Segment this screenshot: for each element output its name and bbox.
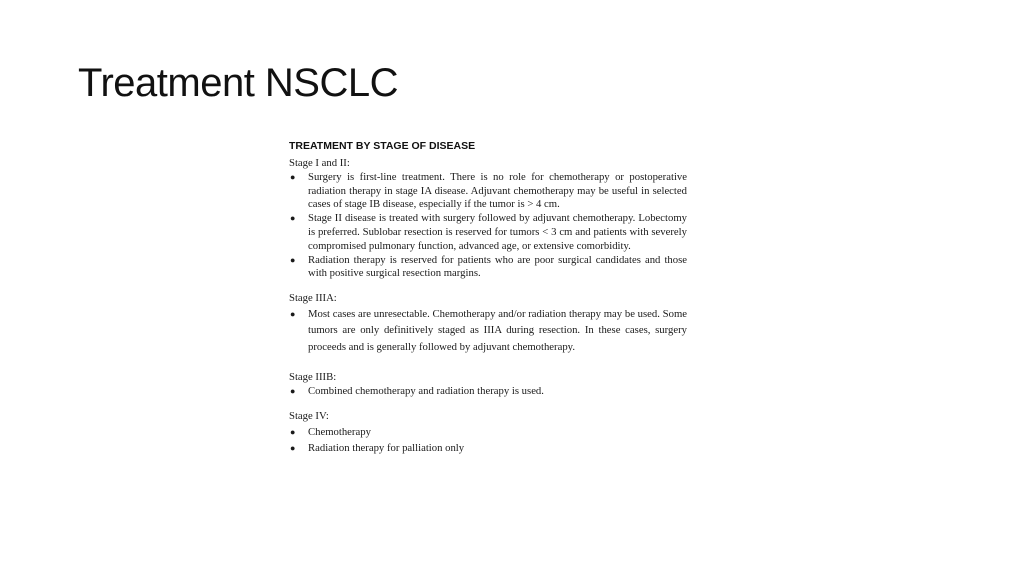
bullet-icon: ● — [290, 171, 296, 182]
list-item — [289, 440, 687, 457]
list-item-text: Chemotherapy — [308, 425, 371, 438]
list-item-text: Combined chemotherapy and radiation therapy is used. — [308, 385, 544, 398]
bullet-icon: ● — [290, 213, 296, 224]
bullet-icon: ● — [290, 308, 296, 319]
bullet-icon: ● — [290, 443, 296, 454]
stage-section-3b — [289, 371, 687, 399]
list-item-text: Most cases are unresectable. Chemotherapy and/or radiation therapy may be used. Some tumors are only definitively staged as IIIA during resection. In these cases, surgery proceeds and is generally followed by adjuvant chemotherapy. — [308, 307, 687, 353]
bullet-icon: ● — [290, 254, 296, 265]
treatment-document — [289, 139, 687, 457]
bullet-icon: ● — [290, 386, 296, 397]
list-item-text: Surgery is first-line treatment. There is no role for chemotherapy or postoperative radiation therapy in stage IA disease. Adjuvant chemotherapy may be useful in selected cases of stage IB disease, especially if the tumor is > 4 cm. — [308, 170, 687, 211]
stage-section-3a — [289, 292, 687, 355]
stage-label: Stage I and II: — [289, 157, 350, 169]
stage-bullet-list — [289, 306, 687, 356]
list-item-text: Radiation therapy for palliation only — [308, 442, 465, 455]
document-heading: TREATMENT BY STAGE OF DISEASE — [289, 140, 476, 152]
stage-label: Stage IIIA: — [289, 292, 337, 305]
stage-section-4 — [289, 410, 687, 457]
list-item — [289, 254, 687, 282]
list-item — [289, 424, 687, 441]
stage-bullet-list — [289, 385, 687, 399]
stage-bullet-list — [289, 424, 687, 457]
slide-title: Treatment NSCLC — [78, 61, 398, 105]
stage-label: Stage IV: — [289, 410, 329, 423]
stage-label: Stage IIIB: — [289, 371, 337, 384]
list-item-text: Stage II disease is treated with surgery followed by adjuvant chemotherapy. Lobectomy is preferred. Sublobar resection is reserved for tumors < 3 cm and patients with severely compromised pulmonary function, advanced age, or extensive comorbidity. — [308, 212, 687, 252]
list-item — [289, 385, 687, 399]
stage-bullet-list — [289, 171, 687, 281]
bullet-icon: ● — [290, 426, 296, 437]
list-item-text: Radiation therapy is reserved for patients who are poor surgical candidates and those with positive surgical resection margins. — [308, 253, 687, 280]
stage-section-1-2 — [289, 157, 687, 281]
list-item — [289, 171, 687, 212]
list-item — [289, 306, 687, 356]
list-item — [289, 212, 687, 253]
